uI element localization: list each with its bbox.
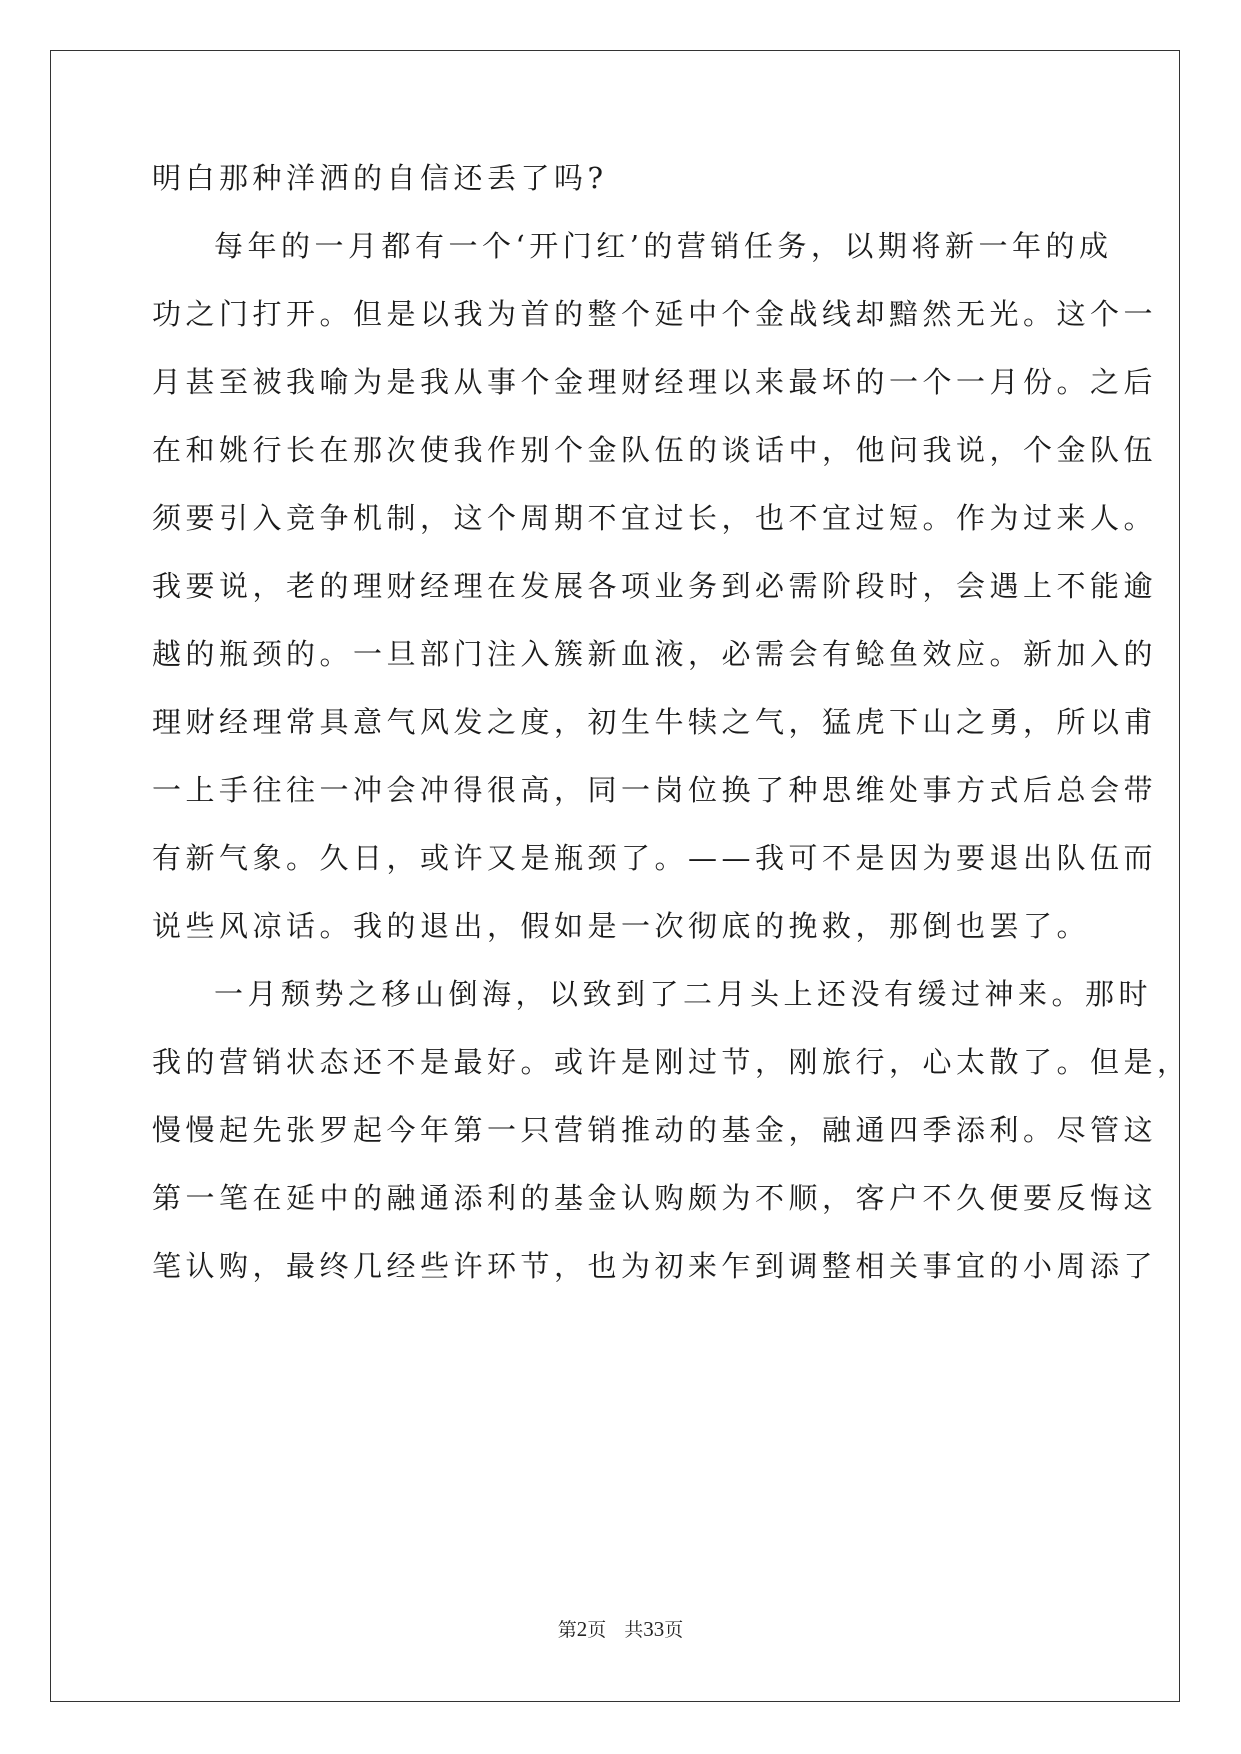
text-line: 理财经理常具意气风发之度，初生牛犊之气，猛虎下山之勇，所以甫 xyxy=(152,705,1158,739)
footer-total-prefix: 共 xyxy=(624,1619,644,1641)
text-line: 越的瓶颈的。一旦部门注入簇新血液，必需会有鲶鱼效应。新加入的 xyxy=(152,637,1158,671)
footer-total-unit: 页 xyxy=(664,1619,684,1641)
text-line: 一月颓势之移山倒海，以致到了二月头上还没有缓过神来。那时 xyxy=(214,977,1153,1011)
text-line: 功之门打开。但是以我为首的整个延中个金战线却黯然无光。这个一 xyxy=(152,297,1158,331)
footer-total-pages: 33 xyxy=(643,1617,665,1641)
page-footer xyxy=(0,1617,1241,1642)
text-line: 明白那种洋洒的自信还丢了吗? xyxy=(152,161,608,195)
text-line: 笔认购，最终几经些许环节，也为初来乍到调整相关事宜的小周添了 xyxy=(152,1249,1158,1283)
text-line: 一上手往往一冲会冲得很高，同一岗位换了种思维处事方式后总会带 xyxy=(152,773,1158,807)
text-line: 每年的一月都有一个‘开门红’的营销任务，以期将新一年的成 xyxy=(214,229,1113,263)
footer-page-unit: 页 xyxy=(587,1619,607,1641)
text-line: 我的营销状态还不是最好。或许是刚过节，刚旅行，心太散了。但是， xyxy=(152,1045,1191,1079)
text-line: 有新气象。久日，或许又是瓶颈了。——我可不是因为要退出队伍而 xyxy=(152,841,1158,875)
text-line: 第一笔在延中的融通添利的基金认购颇为不顺，客户不久便要反悔这 xyxy=(152,1181,1158,1215)
footer-page-prefix: 第 xyxy=(557,1619,577,1641)
text-line: 在和姚行长在那次使我作别个金队伍的谈话中，他问我说，个金队伍 xyxy=(152,433,1158,467)
text-line: 慢慢起先张罗起今年第一只营销推动的基金，融通四季添利。尽管这 xyxy=(152,1113,1158,1147)
footer-page-number: 2 xyxy=(576,1617,588,1641)
text-line: 我要说，老的理财经理在发展各项业务到必需阶段时，会遇上不能逾 xyxy=(152,569,1158,603)
text-line: 月甚至被我喻为是我从事个金理财经理以来最坏的一个一月份。之后 xyxy=(152,365,1158,399)
text-line: 须要引入竞争机制，这个周期不宜过长，也不宜过短。作为过来人。 xyxy=(152,501,1158,535)
text-line: 说些风凉话。我的退出，假如是一次彻底的挽救，那倒也罢了。 xyxy=(152,909,1091,943)
